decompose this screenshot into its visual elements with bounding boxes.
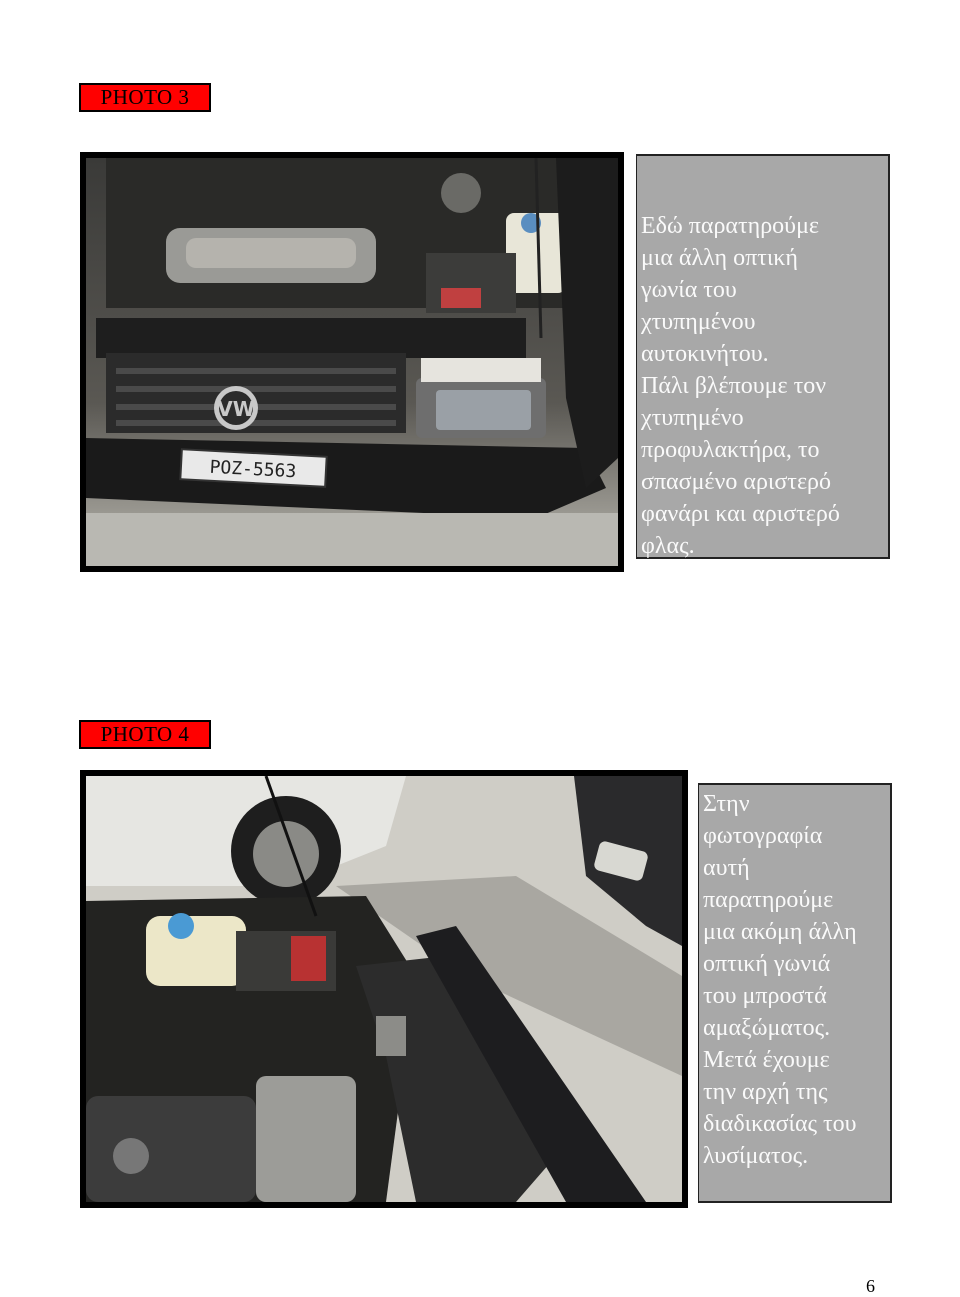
- caption-line: φανάρι και αριστερό: [641, 501, 840, 527]
- photo-4-caption: [698, 783, 892, 1203]
- caption-line: οπτική γωνιά: [703, 951, 831, 977]
- caption-line: Εδώ παρατηρούμε: [641, 213, 820, 239]
- caption-line: Πάλι βλέπουμε τον: [641, 373, 827, 399]
- photo-3-label: PHOTO 3: [79, 83, 211, 112]
- caption-line: σπασμένο αριστερό: [641, 469, 832, 495]
- caption-line: λυσίματος.: [703, 1143, 809, 1169]
- page-number: 6: [866, 1276, 875, 1296]
- caption-line: χτυπημένου: [641, 309, 756, 335]
- caption-line: αυτοκινήτου.: [641, 341, 769, 367]
- photo-3-caption: [636, 154, 890, 559]
- caption-line: Μετά έχουμε: [703, 1047, 830, 1073]
- caption-line: την αρχή της: [703, 1079, 828, 1105]
- caption-line: φλας.: [641, 533, 695, 559]
- svg-text:VW: VW: [217, 397, 255, 421]
- caption-line: χτυπημένο: [641, 405, 744, 431]
- license-plate-text: PΟΖ-5563: [209, 456, 297, 483]
- caption-line: γωνία του: [641, 277, 737, 303]
- caption-line: διαδικασίας του: [703, 1111, 857, 1137]
- caption-line: παρατηρούμε: [703, 887, 834, 913]
- car-front-open-hood-photo-4: [86, 776, 682, 1202]
- car-engine-bay-photo-3: [86, 158, 618, 566]
- caption-line: αμαξώματος.: [703, 1015, 831, 1041]
- caption-line: προφυλακτήρα, το: [641, 437, 820, 463]
- caption-line: φωτογραφία: [703, 823, 823, 849]
- caption-line: Στην: [703, 791, 750, 817]
- caption-line: μια ακόμη άλλη: [703, 919, 857, 945]
- caption-line: του μπροστά: [703, 983, 827, 1009]
- vw-logo-icon: [113, 1138, 149, 1174]
- photo-4-label: PHOTO 4: [79, 720, 211, 749]
- caption-line: αυτή: [703, 855, 750, 881]
- photo-4-image: [80, 770, 688, 1208]
- photo-3-image: [80, 152, 624, 572]
- caption-line: μια άλλη οπτική: [641, 245, 798, 271]
